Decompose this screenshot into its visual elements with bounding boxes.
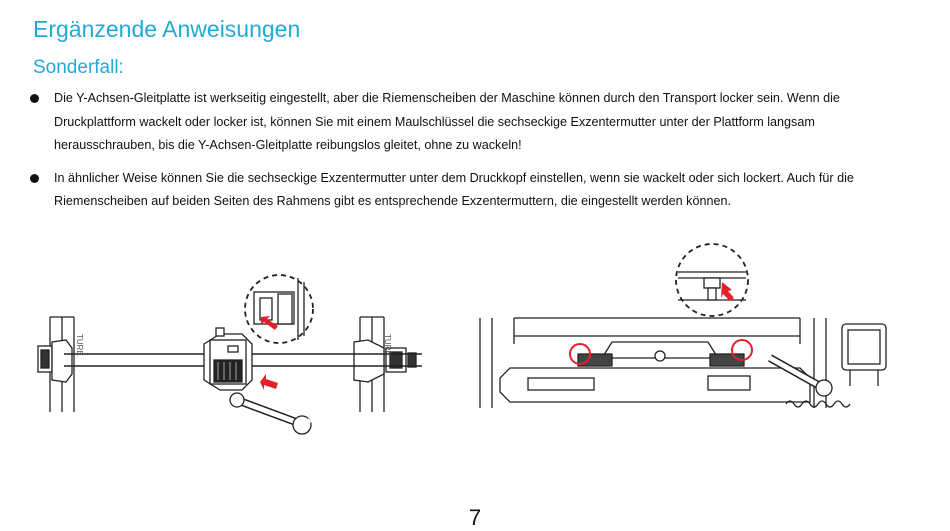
frame-label-left (75, 334, 84, 356)
right-frame-illustration (354, 317, 416, 412)
page-title: Ergänzende Anweisungen (33, 16, 301, 42)
left-frame-illustration (38, 317, 74, 412)
instruction-list (30, 87, 910, 223)
red-arrow-icon (260, 316, 278, 390)
page-number: 7 (468, 505, 482, 530)
red-arrow-icon (721, 282, 734, 301)
slide-plate-carriage (204, 328, 252, 390)
svg-text:TURE: TURE (75, 334, 84, 356)
wrench-icon (230, 393, 311, 434)
print-head-carriage (500, 342, 810, 402)
svg-text:TURE: TURE (383, 334, 392, 356)
list-item-text: Die Y-Achsen-Gleitplatte ist werkseitig eingestellt, aber die Riemenscheiben der Maschine können durch den Transport locker sein. Wenn die Druckplattform wackelt oder locker ist, können Sie mit einem Maulschlüssel die sechseckige Exzentermutter unter der Plattform langsam herausschrauben, bis die Y-Achsen-Gleitplatte reibungslos gleitet, ohne zu wackeln! (54, 91, 840, 152)
list-item-text: In ähnlicher Weise können Sie die sechseckige Exzentermutter unter dem Druckkopf einstellen, wenn sie wackelt oder sich lockert. Auch für die Riemenscheiben auf beiden Seiten des Rahmens gibt es entsprechende Exzentermuttern, die eingestellt werden können. (54, 170, 854, 208)
y-axis-slide-plate-illustration (28, 262, 448, 452)
bullet-icon (30, 94, 39, 103)
section-subtitle: Sonderfall: (33, 57, 124, 78)
detail-zoom-circle (676, 244, 748, 316)
display-screen-illustration (842, 324, 886, 386)
print-head-eccentric-nut-illustration (470, 236, 910, 422)
detail-zoom-circle (245, 275, 313, 343)
frame-label-right (383, 334, 392, 356)
list-item (30, 167, 910, 214)
list-item (30, 87, 910, 158)
bullet-icon (30, 174, 39, 183)
